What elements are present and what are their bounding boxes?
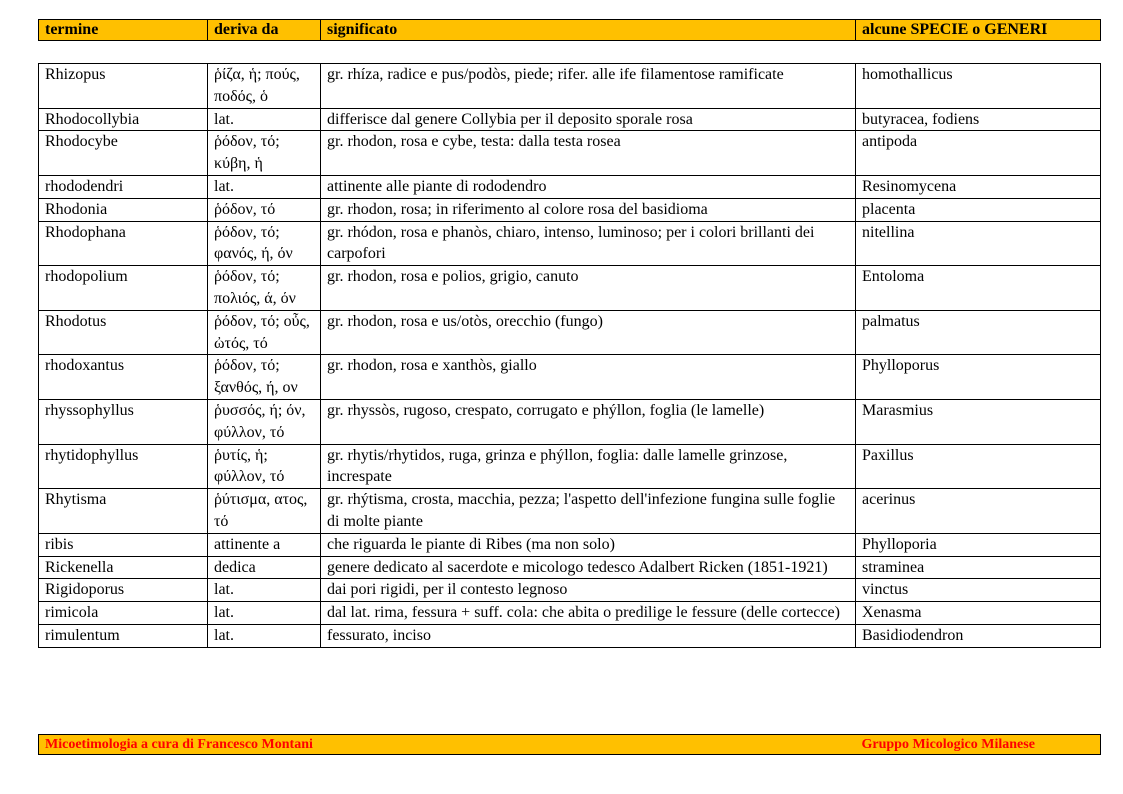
term-cell: rimulentum — [39, 624, 208, 647]
origin-cell: ῥόδον, τό; κύβη, ἡ — [208, 131, 321, 176]
term-cell: rhododendri — [39, 175, 208, 198]
table-row — [39, 131, 1101, 176]
header-species: alcune SPECIE o GENERI — [856, 20, 1101, 41]
meaning-cell: gr. rhodon, rosa; in riferimento al colore rosa del basidioma — [321, 198, 856, 221]
table-row — [39, 175, 1101, 198]
origin-cell: ῥυτίς, ἡ; φύλλον, τό — [208, 444, 321, 489]
meaning-cell: dai pori rigidi, per il contesto legnoso — [321, 579, 856, 602]
meaning-cell: genere dedicato al sacerdote e micologo tedesco Adalbert Ricken (1851-1921) — [321, 556, 856, 579]
meaning-cell: gr. rhodon, rosa e us/otòs, orecchio (fungo) — [321, 310, 856, 355]
species-cell: Paxillus — [856, 444, 1101, 489]
term-cell: Rigidoporus — [39, 579, 208, 602]
meaning-cell: gr. rhyssòs, rugoso, crespato, corrugato e phýllon, foglia (le lamelle) — [321, 399, 856, 444]
origin-cell: lat. — [208, 579, 321, 602]
species-cell: Basidiodendron — [856, 624, 1101, 647]
footer-author: Micoetimologia a cura di Francesco Montani — [39, 735, 856, 755]
footer-group: Gruppo Micologico Milanese — [856, 735, 1101, 755]
origin-cell: ῥόδον, τό; ξανθός, ή, ον — [208, 355, 321, 400]
origin-cell: dedica — [208, 556, 321, 579]
table-row — [39, 579, 1101, 602]
species-cell: placenta — [856, 198, 1101, 221]
species-cell: acerinus — [856, 489, 1101, 534]
term-cell: Rhodotus — [39, 310, 208, 355]
species-cell: nitellina — [856, 221, 1101, 266]
meaning-cell: dal lat. rima, fessura + suff. cola: che abita o predilige le fessure (delle cortecce) — [321, 602, 856, 625]
meaning-cell: gr. rhíza, radice e pus/podòs, piede; rifer. alle ife filamentose ramificate — [321, 64, 856, 109]
meaning-cell: gr. rhýtisma, crosta, macchia, pezza; l'aspetto dell'infezione fungina sulle foglie di molte piante — [321, 489, 856, 534]
origin-cell: lat. — [208, 624, 321, 647]
origin-cell: ῥυσσός, ή; όν, φύλλον, τό — [208, 399, 321, 444]
species-cell: Xenasma — [856, 602, 1101, 625]
species-cell: vinctus — [856, 579, 1101, 602]
species-cell: Phylloporia — [856, 533, 1101, 556]
meaning-cell: gr. rhodon, rosa e xanthòs, giallo — [321, 355, 856, 400]
meaning-cell: che riguarda le piante di Ribes (ma non solo) — [321, 533, 856, 556]
origin-cell: ῥόδον, τό; οὖς, ὠτός, τό — [208, 310, 321, 355]
footer-bar — [38, 734, 1101, 755]
table-row — [39, 489, 1101, 534]
species-cell: Resinomycena — [856, 175, 1101, 198]
species-cell: Entoloma — [856, 266, 1101, 311]
meaning-cell: gr. rhodon, rosa e polios, grigio, canuto — [321, 266, 856, 311]
origin-cell: lat. — [208, 108, 321, 131]
term-cell: ribis — [39, 533, 208, 556]
species-cell: Phylloporus — [856, 355, 1101, 400]
term-cell: rhodopolium — [39, 266, 208, 311]
species-cell: straminea — [856, 556, 1101, 579]
origin-cell: attinente a — [208, 533, 321, 556]
table-row — [39, 624, 1101, 647]
origin-cell: ῥόδον, τό; φανός, ή, όν — [208, 221, 321, 266]
meaning-cell: gr. rhytis/rhytidos, ruga, grinza e phýllon, foglia: dalle lamelle grinzose, increspate — [321, 444, 856, 489]
term-cell: rhytidophyllus — [39, 444, 208, 489]
table-row — [39, 533, 1101, 556]
origin-cell: lat. — [208, 602, 321, 625]
species-cell: Marasmius — [856, 399, 1101, 444]
term-cell: Rhodocollybia — [39, 108, 208, 131]
origin-cell: ῥόδον, τό; πολιός, ά, όν — [208, 266, 321, 311]
term-cell: Rhodophana — [39, 221, 208, 266]
term-cell: Rhodonia — [39, 198, 208, 221]
etymology-table — [38, 63, 1101, 648]
table-row — [39, 266, 1101, 311]
term-cell: rhyssophyllus — [39, 399, 208, 444]
term-cell: rhodoxantus — [39, 355, 208, 400]
header-meaning: significato — [321, 20, 856, 41]
origin-cell: ῥόδον, τό — [208, 198, 321, 221]
meaning-cell: gr. rhódon, rosa e phanòs, chiaro, intenso, luminoso; per i colori brillanti dei carpofori — [321, 221, 856, 266]
header-origin: deriva da — [208, 20, 321, 41]
table-row — [39, 556, 1101, 579]
term-cell: Rhytisma — [39, 489, 208, 534]
header-term: termine — [39, 20, 208, 41]
table-row — [39, 355, 1101, 400]
meaning-cell: gr. rhodon, rosa e cybe, testa: dalla testa rosea — [321, 131, 856, 176]
origin-cell: ῥύτισμα, ατος, τό — [208, 489, 321, 534]
species-cell: antipoda — [856, 131, 1101, 176]
meaning-cell: fessurato, inciso — [321, 624, 856, 647]
meaning-cell: differisce dal genere Collybia per il deposito sporale rosa — [321, 108, 856, 131]
header-row — [38, 19, 1101, 41]
origin-cell: ῥίζα, ἡ; πούς, ποδός, ὁ — [208, 64, 321, 109]
meaning-cell: attinente alle piante di rododendro — [321, 175, 856, 198]
table-row — [39, 108, 1101, 131]
term-cell: Rhizopus — [39, 64, 208, 109]
table-row — [39, 444, 1101, 489]
species-cell: butyracea, fodiens — [856, 108, 1101, 131]
table-row — [39, 198, 1101, 221]
term-cell: Rhodocybe — [39, 131, 208, 176]
species-cell: homothallicus — [856, 64, 1101, 109]
table-row — [39, 64, 1101, 109]
table-row — [39, 221, 1101, 266]
table-row — [39, 399, 1101, 444]
term-cell: Rickenella — [39, 556, 208, 579]
term-cell: rimicola — [39, 602, 208, 625]
table-row — [39, 310, 1101, 355]
origin-cell: lat. — [208, 175, 321, 198]
table-row — [39, 602, 1101, 625]
species-cell: palmatus — [856, 310, 1101, 355]
